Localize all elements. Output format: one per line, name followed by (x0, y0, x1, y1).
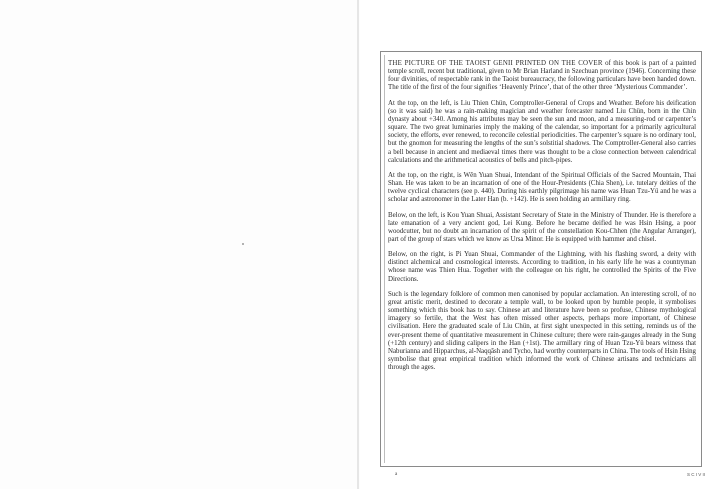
folio-mark: a (395, 472, 398, 477)
cover-description (388, 60, 696, 379)
page-gutter (357, 0, 359, 489)
paragraph-wen: At the top, on the right, is Wên Yuan Shuai, Intendant of the Spiritual Officials of the Sacred Mountain, Thai Shan. He was taken to be an incarnation of one of the Hour-Presidents (Chia Shen), i.e. tutelary deities of the twelve cyclical characters (see p. 440). During his earthly pilgrimage his name was Huan Tzu-Yü and he was a scholar and astronomer in the Later Han (b. +142). He is seen holding an armillary ring. (388, 171, 696, 204)
paragraph-intro-text: of this book is part of a painted temple scroll, recent but traditional, given to Mr Brian Harland in Szechuan province (1946). Concerning these four divinities, of respectable rank in the Taoist bureaucracy, the following particulars have been handed down. The title of the first of the four signifies ‘Heavenly Prince’, that of the other three ‘Mysterious Commander’. (388, 60, 696, 92)
paragraph-intro (388, 60, 696, 93)
paragraph-conclusion: Such is the legendary folklore of common men canonised by popular acclamation. An interesting scroll, of no great artistic merit, destined to decorate a temple wall, to be looked upon by humble people, it symbolises something which this book has to say. Chinese art and literature have been so profuse, Chinese mythological imagery so fertile, that the West has often missed other aspects, perhaps more important, of Chinese civilisation. Here the graduated scale of Liu Chün, at first sight unexpected in this setting, reminds us of the ever-present theme of quantitative measurement in Chinese culture; there were rain-gauges already in the Sung (+12th century) and sliding calipers in the Han (+1st). The armillary ring of Huan Tzu-Yü bears witness that Naburianna and Hipparchus, al-Naqqāsh and Tycho, had worthy counterparts in China. The tools of Hsin Hsing symbolise that great empirical tradition which informed the work of Chinese artisans and technicians all through the ages. (388, 290, 696, 372)
signature-mark: S C I V II (687, 472, 706, 477)
paper-speck (242, 243, 244, 245)
frame-inner-rule (384, 55, 385, 463)
paragraph-pi: Below, on the right, is Pi Yuan Shuai, Commander of the Lightning, with his flashing sword, a deity with distinct alchemical and cosmological interests. According to tradition, in his early life he was a countryman whose name was Thien Hua. Together with the colleague on his right, he controlled the Spirits of the Five Directions. (388, 251, 696, 283)
paragraph-kou: Below, on the left, is Kou Yuan Shuai, Assistant Secretary of State in the Ministry of Thunder. He is therefore a late emanation of a very ancient god, Lei Kung. Before he became deified he was Hsin Hsing, a poor woodcutter, but no doubt an incarnation of the spirit of the constellation Kou-Chhen (the Angular Arranger), part of the group of stars which we know as Ursa Minor. He is equipped with hammer and chisel. (388, 211, 696, 243)
heading-caps: THE PICTURE OF THE TAOIST GENII PRINTED ON THE COVER (388, 60, 603, 67)
paragraph-liu: At the top, on the left, is Liu Thien Chün, Comptroller-General of Crops and Weather. Before his deification (so it was said) he was a rain-making magician and weather forecaster named Liu Chün, born in the Chin dynasty about +340. Among his attributes may be seen the sun and moon, and a measuring-rod or carpenter’s square. The two great luminaries imply the making of the calendar, so important for a primarily agricultural society, the efforts, ever renewed, to reconcile celestial periodicities. The carpenter’s square is no ordinary tool, but the gnomon for measuring the lengths of the sun’s solstitial shadows. The Comptroller-General also carries a bell because in ancient and mediaeval times there was thought to be a close connection between calendrical calculations and the arithmetical acoustics of bells and pitch-pipes. (388, 99, 696, 164)
